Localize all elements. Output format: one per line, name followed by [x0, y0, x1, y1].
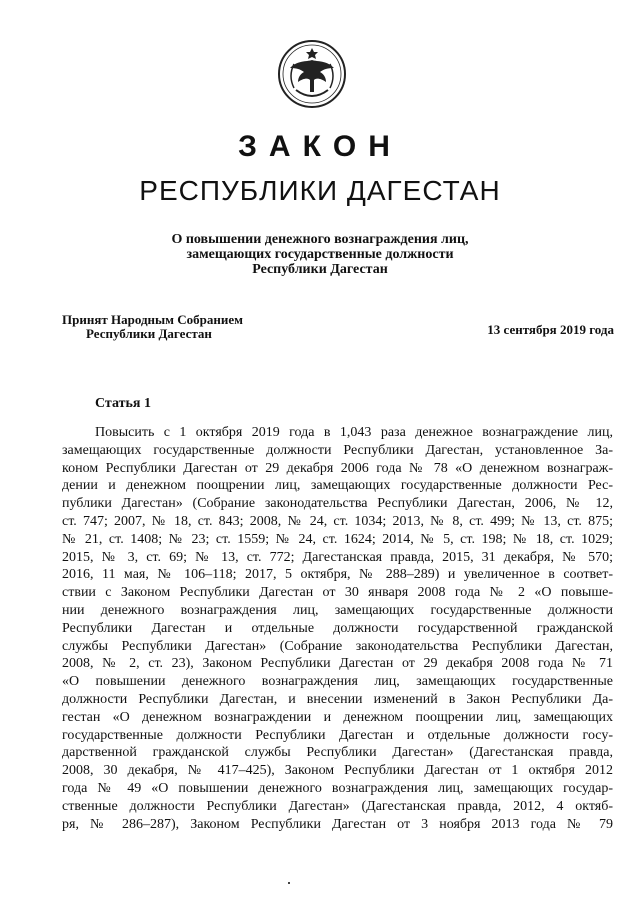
body-line: 2008, № 2, ст. 23), Законом Республики Дагестан от 29 декабря 2008 года № 71	[62, 656, 613, 672]
law-subtitle: РЕСПУБЛИКИ ДАГЕСТАН	[139, 175, 501, 206]
article-heading: Статья 1	[95, 396, 151, 411]
subject-line: Республики Дагестан	[252, 262, 388, 277]
subject-line: замещающих государственные должности	[186, 247, 454, 262]
law-title: ЗАКОН	[238, 130, 402, 163]
scan-speck	[288, 882, 290, 884]
body-line: «О повышении денежного вознаграждения лиц, замещающих государственные	[62, 674, 613, 690]
body-line: дарственной гражданской службы Республики Дагестан» (Дагестанская правда,	[62, 745, 613, 761]
adoption-statement	[62, 313, 243, 341]
body-line: коном Республики Дагестан от 29 декабря 2006 года № 78 «О денежном вознаграж-	[62, 460, 613, 476]
body-line: публики Дагестан» (Собрание законодательства Республики Дагестан, 2006, № 12,	[62, 496, 613, 512]
adoption-date: 13 сентября 2019 года	[487, 322, 614, 337]
dagestan-coat-of-arms-icon	[276, 38, 348, 110]
body-line: нии денежного вознаграждения лиц, замещающих государственные должности	[62, 602, 613, 618]
adoption-line: Принят Народным Собранием	[62, 312, 244, 327]
law-subject	[120, 232, 520, 277]
body-line: № 21, ст. 1408; № 23; ст. 1559; № 24, ст. 1624; 2014, № 5, ст. 198; № 18, ст. 1029;	[62, 531, 613, 547]
body-line: Повысить с 1 октября 2019 года в 1,043 раза денежное вознаграждение лиц,	[95, 425, 613, 440]
body-line: замещающих государственные должности Республики Дагестан, установленное За-	[62, 442, 613, 458]
subject-line: О повышении денежного вознаграждения лиц,	[171, 232, 469, 247]
body-line: государственные должности Республики Дагестан и отдельные должности госу-	[62, 727, 613, 743]
body-line: 2008, 30 декабря, № 417–425), Законом Республики Дагестан от 1 октября 2012	[62, 763, 613, 779]
body-line: ря, № 286–287), Законом Республики Дагестан от 3 ноября 2013 года № 79	[62, 816, 613, 832]
body-line: года № 49 «О повышении денежного вознаграждения лиц, замещающих государ-	[62, 780, 613, 796]
body-line: 2016, 11 мая, № 106–118; 2017, 5 октября, № 288–289) и увеличенное в соответ-	[62, 567, 613, 583]
body-line: ственные должности Республики Дагестан» (Дагестанская правда, 2012, 4 октяб-	[62, 798, 613, 814]
body-line: Республики Дагестан и отдельные должности государственной гражданской	[62, 620, 613, 636]
body-line: гестан «О денежном вознаграждении и денежном поощрении лиц, замещающих	[62, 709, 613, 725]
body-line: 2015, № 3, ст. 69; № 13, ст. 772; Дагестанская правда, 2015, 31 декабря, № 570;	[62, 549, 613, 565]
body-line: должности Республики Дагестан, и внесении изменений в Закон Республики Да-	[62, 691, 613, 707]
body-line: ст. 747; 2007, № 18, ст. 843; 2008, № 24, ст. 1034; 2013, № 8, ст. 499; № 13, ст. 875;	[62, 513, 613, 529]
article-body	[62, 424, 613, 833]
body-line: дении и денежном поощрении лиц, замещающих государственные должности Рес-	[62, 478, 613, 494]
body-line: службы Республики Дагестан» (Собрание законодательства Республики Дагестан,	[62, 638, 613, 654]
body-line: ствии с Законом Республики Дагестан от 30 января 2008 года № 2 «О повыше-	[62, 585, 613, 601]
adoption-line: Республики Дагестан	[86, 326, 212, 341]
